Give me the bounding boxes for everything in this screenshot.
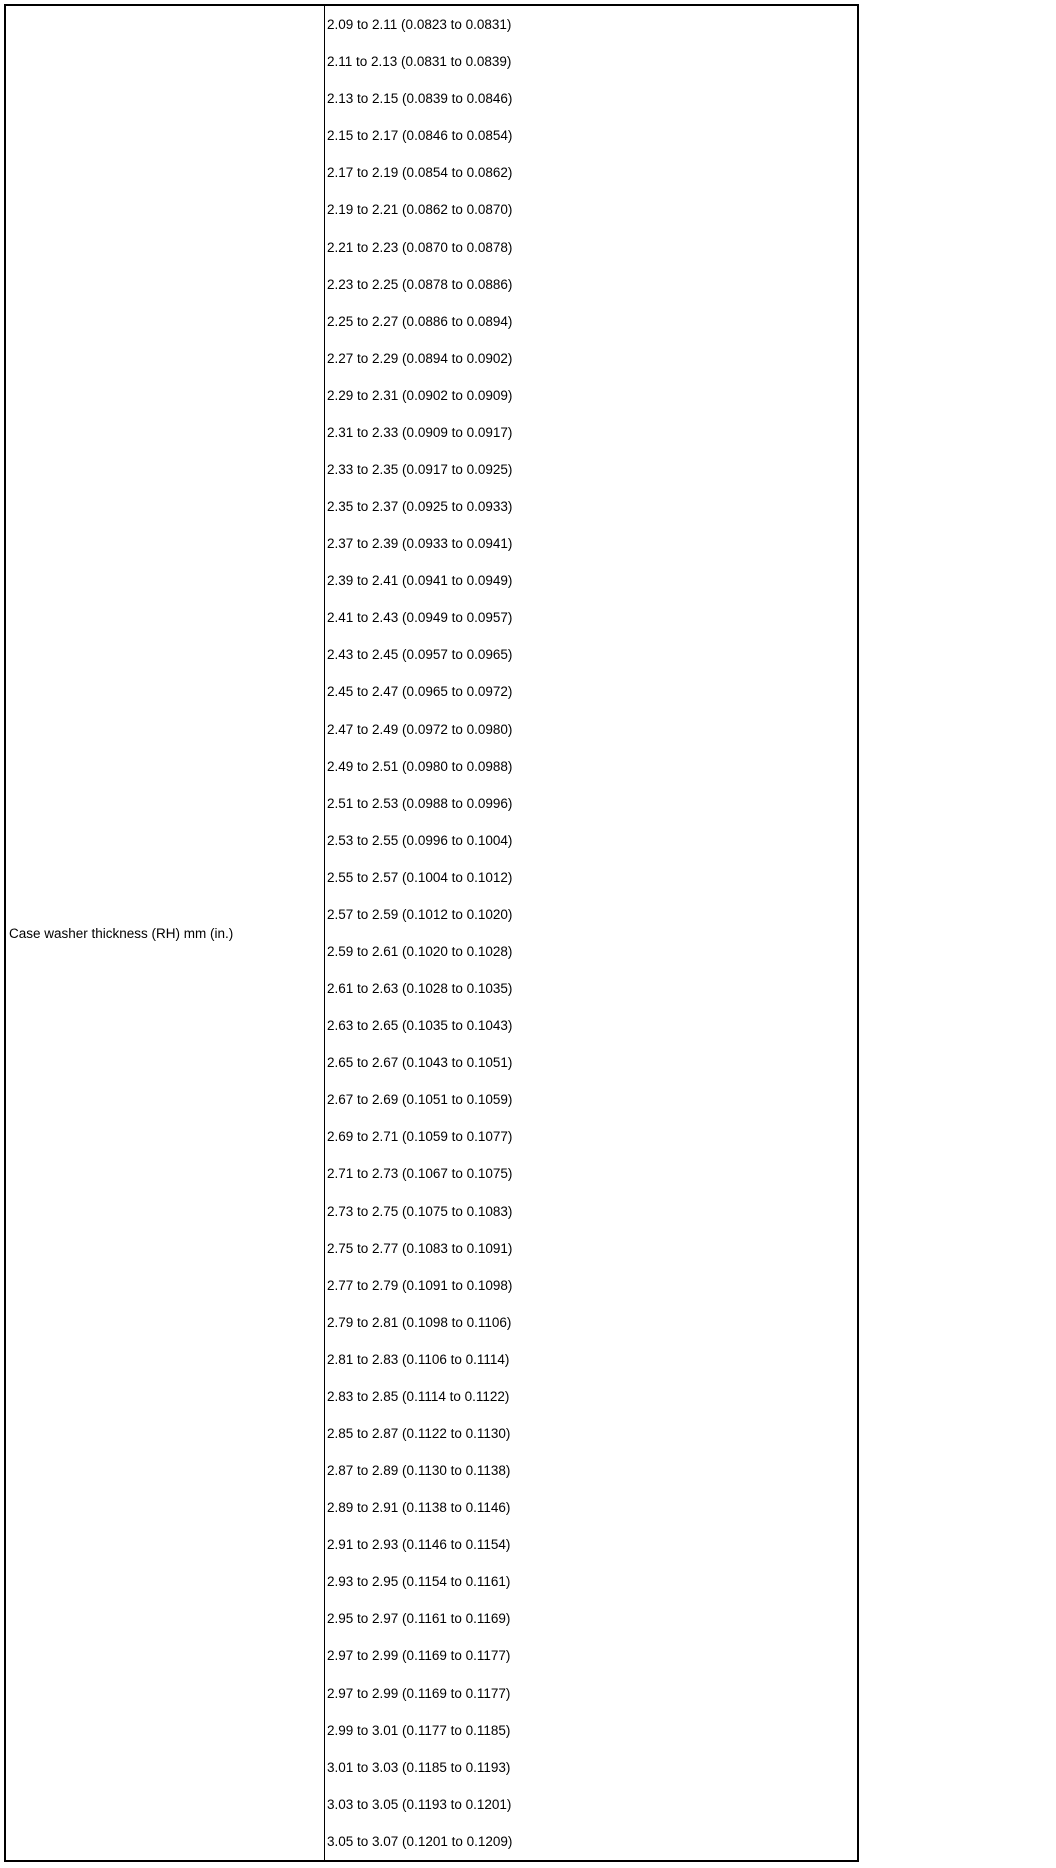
spec-value-row	[325, 1155, 857, 1192]
spec-value-row	[325, 710, 857, 747]
spec-value-text: 2.37 to 2.39 (0.0933 to 0.0941)	[327, 536, 513, 552]
spec-value-row	[325, 1118, 857, 1155]
spec-value-text: 2.67 to 2.69 (0.1051 to 0.1059)	[327, 1092, 513, 1108]
spec-value-row	[325, 525, 857, 562]
spec-value-row	[325, 1044, 857, 1081]
spec-value-row	[325, 451, 857, 488]
spec-value-text: 2.39 to 2.41 (0.0941 to 0.0949)	[327, 573, 513, 589]
spec-value-row	[325, 1193, 857, 1230]
spec-value-row	[325, 266, 857, 303]
spec-value-row	[325, 154, 857, 191]
spec-value-row	[325, 6, 857, 43]
spec-value-row	[325, 1712, 857, 1749]
spec-value-row	[325, 1267, 857, 1304]
spec-value-text: 2.73 to 2.75 (0.1075 to 0.1083)	[327, 1203, 513, 1219]
spec-value-row	[325, 673, 857, 710]
spec-value-row	[325, 414, 857, 451]
spec-value-text: 2.57 to 2.59 (0.1012 to 0.1020)	[327, 906, 513, 922]
spec-value-text: 2.69 to 2.71 (0.1059 to 0.1077)	[327, 1129, 513, 1145]
spec-value-row	[325, 340, 857, 377]
spec-value-row	[325, 1415, 857, 1452]
spec-value-text: 3.03 to 3.05 (0.1193 to 0.1201)	[327, 1796, 512, 1812]
spec-value-row	[325, 970, 857, 1007]
spec-value-text: 2.79 to 2.81 (0.1098 to 0.1106)	[327, 1314, 512, 1330]
spec-value-row	[325, 43, 857, 80]
spec-value-row	[325, 1341, 857, 1378]
spec-value-text: 2.65 to 2.67 (0.1043 to 0.1051)	[327, 1055, 513, 1071]
spec-value-row	[325, 80, 857, 117]
spec-value-text: 2.09 to 2.11 (0.0823 to 0.0831)	[327, 17, 512, 33]
spec-value-row	[325, 377, 857, 414]
spec-value-text: 2.99 to 3.01 (0.1177 to 0.1185)	[327, 1722, 511, 1738]
spec-values-column	[325, 6, 857, 1860]
spec-value-text: 2.43 to 2.45 (0.0957 to 0.0965)	[327, 647, 513, 663]
spec-value-text: 2.15 to 2.17 (0.0846 to 0.0854)	[327, 128, 513, 144]
spec-value-text: 2.21 to 2.23 (0.0870 to 0.0878)	[327, 239, 513, 255]
spec-value-text: 2.81 to 2.83 (0.1106 to 0.1114)	[327, 1351, 510, 1367]
spec-value-text: 2.75 to 2.77 (0.1083 to 0.1091)	[327, 1240, 513, 1256]
spec-value-text: 2.33 to 2.35 (0.0917 to 0.0925)	[327, 461, 513, 477]
spec-value-text: 2.29 to 2.31 (0.0902 to 0.0909)	[327, 387, 513, 403]
spec-value-row	[325, 562, 857, 599]
spec-value-text: 2.71 to 2.73 (0.1067 to 0.1075)	[327, 1166, 513, 1182]
spec-value-row	[325, 1489, 857, 1526]
spec-value-text: 3.05 to 3.07 (0.1201 to 0.1209)	[327, 1833, 513, 1849]
spec-value-row	[325, 599, 857, 636]
spec-value-text: 2.49 to 2.51 (0.0980 to 0.0988)	[327, 758, 513, 774]
spec-table	[4, 4, 859, 1862]
spec-value-text: 2.59 to 2.61 (0.1020 to 0.1028)	[327, 943, 513, 959]
spec-value-text: 2.23 to 2.25 (0.0878 to 0.0886)	[327, 276, 513, 292]
spec-label-cell	[6, 6, 325, 1860]
spec-value-text: 2.27 to 2.29 (0.0894 to 0.0902)	[327, 350, 513, 366]
spec-value-text: 2.53 to 2.55 (0.0996 to 0.1004)	[327, 832, 513, 848]
spec-value-text: 2.83 to 2.85 (0.1114 to 0.1122)	[327, 1388, 510, 1404]
spec-value-text: 2.51 to 2.53 (0.0988 to 0.0996)	[327, 795, 513, 811]
spec-value-row	[325, 1637, 857, 1674]
spec-value-row	[325, 1563, 857, 1600]
spec-value-row	[325, 822, 857, 859]
spec-value-text: 2.17 to 2.19 (0.0854 to 0.0862)	[327, 165, 513, 181]
spec-label: Case washer thickness (RH) mm (in.)	[9, 925, 234, 941]
spec-value-text: 2.89 to 2.91 (0.1138 to 0.1146)	[327, 1500, 511, 1516]
spec-value-row	[325, 785, 857, 822]
spec-value-text: 2.97 to 2.99 (0.1169 to 0.1177)	[327, 1685, 511, 1701]
spec-value-row	[325, 933, 857, 970]
spec-value-text: 2.91 to 2.93 (0.1146 to 0.1154)	[327, 1537, 511, 1553]
spec-value-text: 2.93 to 2.95 (0.1154 to 0.1161)	[327, 1574, 511, 1590]
spec-value-text: 2.47 to 2.49 (0.0972 to 0.0980)	[327, 721, 513, 737]
spec-value-text: 2.31 to 2.33 (0.0909 to 0.0917)	[327, 424, 513, 440]
spec-value-row	[325, 1526, 857, 1563]
spec-value-row	[325, 488, 857, 525]
spec-value-row	[325, 1304, 857, 1341]
spec-value-row	[325, 1378, 857, 1415]
spec-value-row	[325, 191, 857, 228]
spec-value-row	[325, 1749, 857, 1786]
spec-value-text: 2.61 to 2.63 (0.1028 to 0.1035)	[327, 981, 513, 997]
spec-value-row	[325, 117, 857, 154]
spec-value-text: 2.35 to 2.37 (0.0925 to 0.0933)	[327, 499, 513, 515]
spec-value-row	[325, 1007, 857, 1044]
spec-value-text: 2.25 to 2.27 (0.0886 to 0.0894)	[327, 313, 513, 329]
spec-value-text: 2.19 to 2.21 (0.0862 to 0.0870)	[327, 202, 513, 218]
spec-value-text: 2.87 to 2.89 (0.1130 to 0.1138)	[327, 1463, 511, 1479]
spec-value-text: 2.77 to 2.79 (0.1091 to 0.1098)	[327, 1277, 513, 1293]
spec-value-row	[325, 1786, 857, 1823]
spec-value-text: 2.13 to 2.15 (0.0839 to 0.0846)	[327, 91, 513, 107]
spec-value-row	[325, 1823, 857, 1860]
spec-value-text: 2.55 to 2.57 (0.1004 to 0.1012)	[327, 869, 513, 885]
spec-value-row	[325, 896, 857, 933]
spec-value-text: 3.01 to 3.03 (0.1185 to 0.1193)	[327, 1759, 511, 1775]
spec-value-text: 2.95 to 2.97 (0.1161 to 0.1169)	[327, 1611, 511, 1627]
spec-value-row	[325, 1675, 857, 1712]
spec-value-row	[325, 1452, 857, 1489]
spec-value-row	[325, 1081, 857, 1118]
spec-value-text: 2.45 to 2.47 (0.0965 to 0.0972)	[327, 684, 513, 700]
spec-value-text: 2.85 to 2.87 (0.1122 to 0.1130)	[327, 1426, 511, 1441]
spec-value-row	[325, 1230, 857, 1267]
spec-value-row	[325, 859, 857, 896]
spec-value-text: 2.63 to 2.65 (0.1035 to 0.1043)	[327, 1018, 513, 1034]
spec-value-text: 2.11 to 2.13 (0.0831 to 0.0839)	[327, 54, 512, 70]
spec-value-row	[325, 636, 857, 673]
spec-value-row	[325, 1600, 857, 1637]
spec-value-text: 2.97 to 2.99 (0.1169 to 0.1177)	[327, 1648, 511, 1664]
spec-value-text: 2.41 to 2.43 (0.0949 to 0.0957)	[327, 610, 513, 626]
spec-value-row	[325, 748, 857, 785]
spec-value-row	[325, 303, 857, 340]
spec-value-row	[325, 228, 857, 265]
